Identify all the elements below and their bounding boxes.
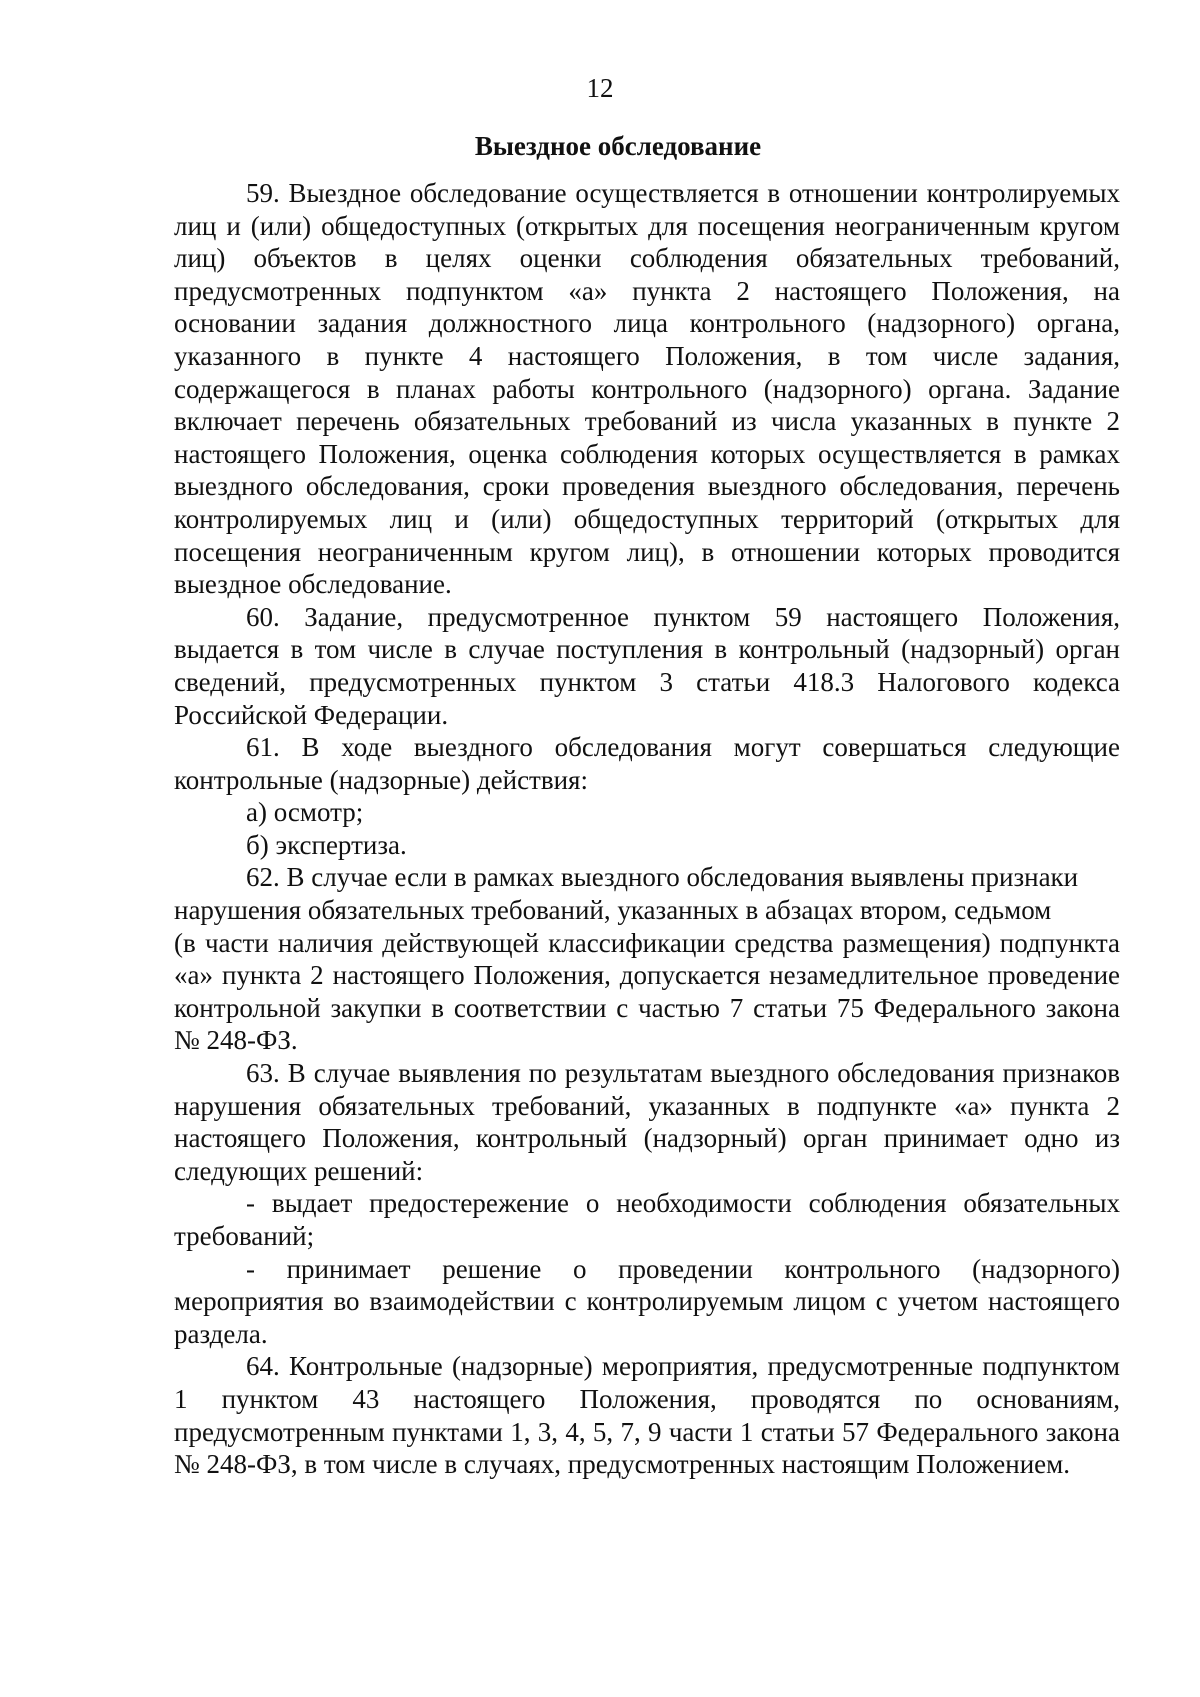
paragraph-64: 64. Контрольные (надзорные) мероприятия, предусмотренные подпунктом 1 пунктом 43 настоящего Положения, проводятся по основаниям, предусмотренным пунктами 1, 3, 4, 5, 7, 9 части 1 статьи 57 Федерального закона № 248-ФЗ, в том числе в случаях, предусмотренных настоящим Положением. — [174, 1351, 1120, 1480]
paragraph-61: 61. В ходе выездного обследования могут совершаться следующие контрольные (надзорные) действия: — [174, 732, 1120, 795]
list-item-a: а) осмотр; — [246, 797, 364, 828]
dash-item-warning: - выдает предостережение о необходимости соблюдения обязательных требований; — [174, 1188, 1120, 1251]
paragraph-62: 62. В случае если в рамках выездного обследования выявлены признаки нарушения обязательных требований, указанных в абзацах втором, седьмом — [174, 862, 1079, 926]
section-title: Выездное обследование — [474, 131, 762, 161]
paragraph-59: 59. Выездное обследование осуществляется в отношении контролируемых лиц и (или) общедоступных (открытых для посещения неограниченным кругом лиц) объектов в целях оценки соблюдения обязательных требований, предусмотренных подпунктом «а» пункта 2 настоящего Положения, на основании задания должностного лица контрольного (надзорного) органа, указанного в пункте 4 настоящего Положения, в том числе задания, содержащегося в планах работы контрольного (надзорного) органа. Задание включает перечень обязательных требований из числа указанных в пункте 2 настоящего Положения, оценка соблюдения которых осуществляется в рамках выездного обследования, сроки проведения выездного обследования, перечень контролируемых лиц и (или) общедоступных территорий (открытых для посещения неограниченным кругом лиц), в отношении которых проводится выездное обследование. — [174, 178, 1120, 600]
paragraph-62-continuation: (в части наличия действующей классификации средства размещения) подпункта «а» пункта 2 настоящего Положения, допускается незамедлительное проведение контрольной закупки в соответствии с частью 7 статьи 75 Федерального закона № 248-ФЗ. — [174, 927, 1120, 1056]
page-number: 12 — [586, 73, 614, 103]
document-body — [174, 177, 1120, 1481]
paragraph-60: 60. Задание, предусмотренное пунктом 59 настоящего Положения, выдается в том числе в случае поступления в контрольный (надзорный) орган сведений, предусмотренных пунктом 3 статьи 418.3 Налогового кодекса Российской Федерации. — [174, 601, 1120, 730]
dash-item-decision: - принимает решение о проведении контрольного (надзорного) мероприятия во взаимодействии с контролируемым лицом с учетом настоящего раздела. — [174, 1253, 1120, 1349]
list-item-b: б) экспертиза. — [246, 829, 407, 860]
paragraph-63: 63. В случае выявления по результатам выездного обследования признаков нарушения обязательных требований, указанных в подпункте «а» пункта 2 настоящего Положения, контрольный (надзорный) орган принимает одно из следующих решений: — [174, 1058, 1120, 1186]
